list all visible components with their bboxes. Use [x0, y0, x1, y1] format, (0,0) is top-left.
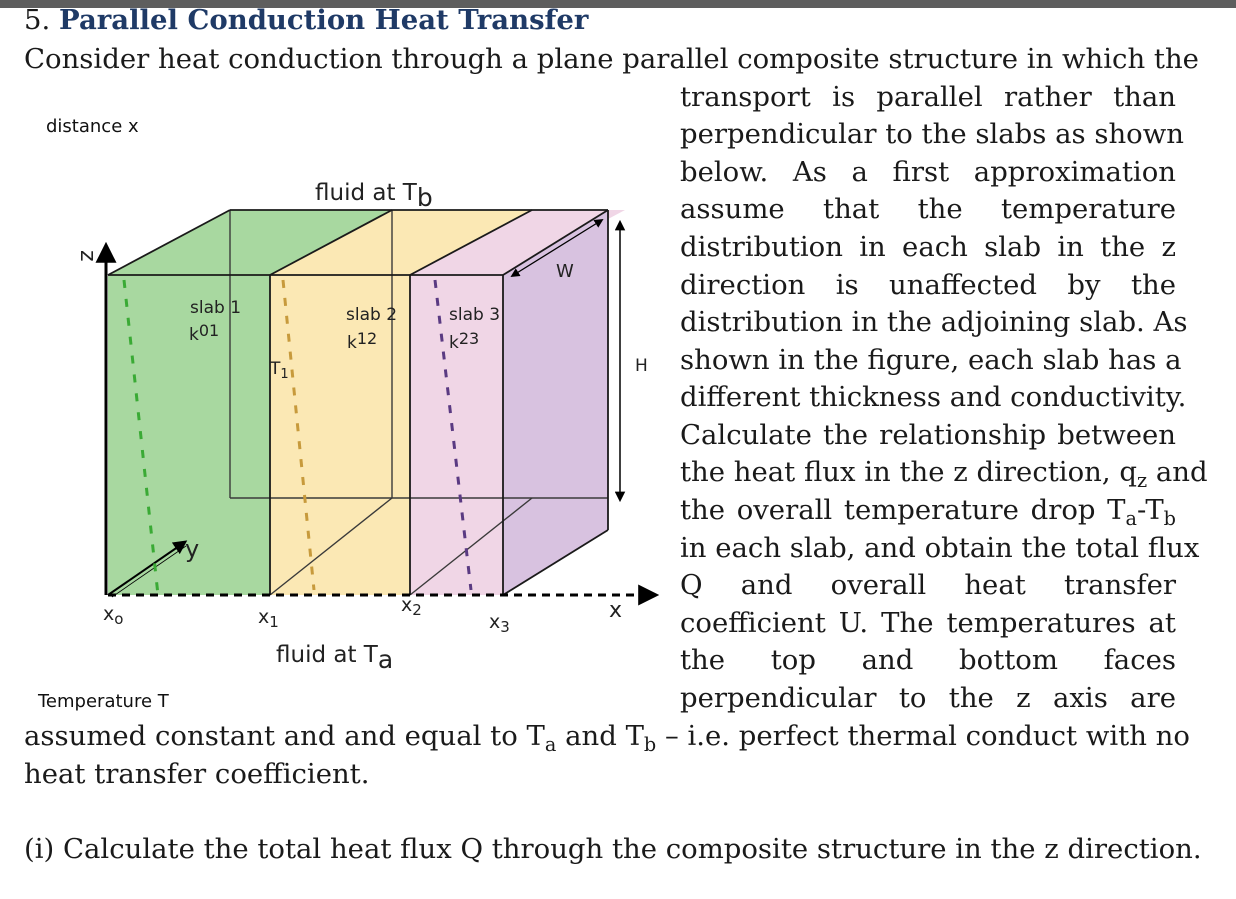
- heading-number: 5.: [24, 4, 51, 36]
- slab1-k-sub: 01: [198, 321, 220, 340]
- x-axis-label: x: [609, 598, 623, 623]
- fluid-top-text: fluid at T: [315, 180, 417, 206]
- drop-line-text: the overall temperature drop T: [680, 494, 1126, 526]
- paragraph-right-line: transport is parallel rather than: [680, 81, 1176, 113]
- temperature-t-label: Temperature T: [38, 691, 169, 712]
- x3-sub: 3: [500, 618, 510, 636]
- paragraph-right-line: different thickness and conductivity.: [680, 381, 1187, 413]
- full-line-sub-a: a: [544, 732, 557, 756]
- y-axis-label: y: [185, 535, 200, 563]
- width-label: W: [556, 261, 574, 282]
- t1-sub: 1: [280, 367, 289, 382]
- x3-label: [489, 611, 510, 636]
- section-heading: [24, 1, 1176, 39]
- slab1-name: slab 1: [190, 298, 242, 318]
- drop-dash: -T: [1137, 494, 1164, 526]
- x0-base: x: [103, 603, 115, 625]
- paragraph-right-line: Q and overall heat transfer: [680, 569, 1176, 601]
- full-line-part-1: assumed constant and and equal to T: [24, 720, 545, 752]
- slab2-k-sub: 12: [356, 329, 378, 348]
- z-axis-label: z: [75, 250, 100, 262]
- fluid-bottom-text: fluid at T: [276, 642, 378, 668]
- slab2-k-base: k: [347, 333, 357, 353]
- fluid-bottom-label: [276, 642, 393, 674]
- paragraph-right-line: direction is unaffected by the: [680, 269, 1176, 301]
- slab3-name: slab 3: [449, 305, 501, 325]
- drop-line: [680, 491, 1176, 529]
- paragraph-right-line: perpendicular to the z axis are: [680, 682, 1176, 714]
- distance-x-label: distance x: [46, 116, 139, 137]
- x2-sub: 2: [412, 601, 422, 619]
- x1-base: x: [258, 606, 270, 628]
- slab1-k-base: k: [189, 325, 199, 345]
- paragraph-right-line: coefficient U. The temperatures at: [680, 607, 1176, 639]
- paragraph-line-1: Consider heat conduction through a plane parallel composite structure in which the: [24, 43, 1199, 75]
- slab2-name: slab 2: [346, 305, 398, 325]
- x3-base: x: [489, 611, 501, 633]
- height-label: H: [635, 356, 648, 376]
- paragraph-right-line: below. As a first approximation: [680, 156, 1176, 188]
- drop-sub-b: b: [1163, 506, 1176, 530]
- slab3-k-base: k: [449, 333, 459, 353]
- x2-base: x: [401, 594, 413, 616]
- paragraph-right-line: in each slab, and obtain the total flux: [680, 532, 1200, 564]
- paragraph-right-line: shown in the figure, each slab has a: [680, 344, 1182, 376]
- x1-sub: 1: [269, 613, 279, 631]
- full-line-part-2: and T: [556, 720, 644, 752]
- fluid-top-label: [315, 180, 433, 212]
- composite-slab-figure: [0, 90, 670, 720]
- full-line-part-3: – i.e. perfect thermal conduct with no: [656, 720, 1190, 752]
- drop-sub-a: a: [1125, 506, 1138, 530]
- flux-line-text: the heat flux in the z direction, q: [680, 456, 1137, 488]
- full-line-sub-b: b: [643, 732, 657, 756]
- flux-line-end: and: [1147, 456, 1208, 488]
- flux-sub: z: [1136, 468, 1148, 492]
- fluid-bottom-sub: a: [377, 645, 394, 674]
- heading-title: Parallel Conduction Heat Transfer: [59, 4, 589, 36]
- fluid-top-sub: b: [416, 183, 433, 212]
- paragraph-right-line: assume that the temperature: [680, 193, 1176, 225]
- paragraph-last-line: heat transfer coefficient.: [24, 758, 370, 790]
- paragraph-right-line: Calculate the relationship between: [680, 419, 1176, 451]
- slab3-k-sub: 23: [458, 329, 480, 348]
- x0-label: [103, 603, 123, 628]
- paragraph-right-line: distribution in each slab in the z: [680, 231, 1176, 263]
- t1-base: T: [270, 359, 281, 379]
- paragraph-full-line: [24, 717, 1190, 756]
- x0-sub: o: [114, 610, 124, 628]
- paragraph-right-line: the top and bottom faces: [680, 644, 1176, 676]
- question-text: (i) Calculate the total heat flux Q through the composite structure in the z direction.: [24, 833, 1202, 865]
- x2-label: [401, 594, 422, 619]
- flux-line: [680, 453, 1208, 492]
- paragraph-right-line: distribution in the adjoining slab. As: [680, 306, 1188, 338]
- paragraph-right-line: perpendicular to the slabs as shown: [680, 118, 1184, 150]
- x1-label: [258, 606, 279, 631]
